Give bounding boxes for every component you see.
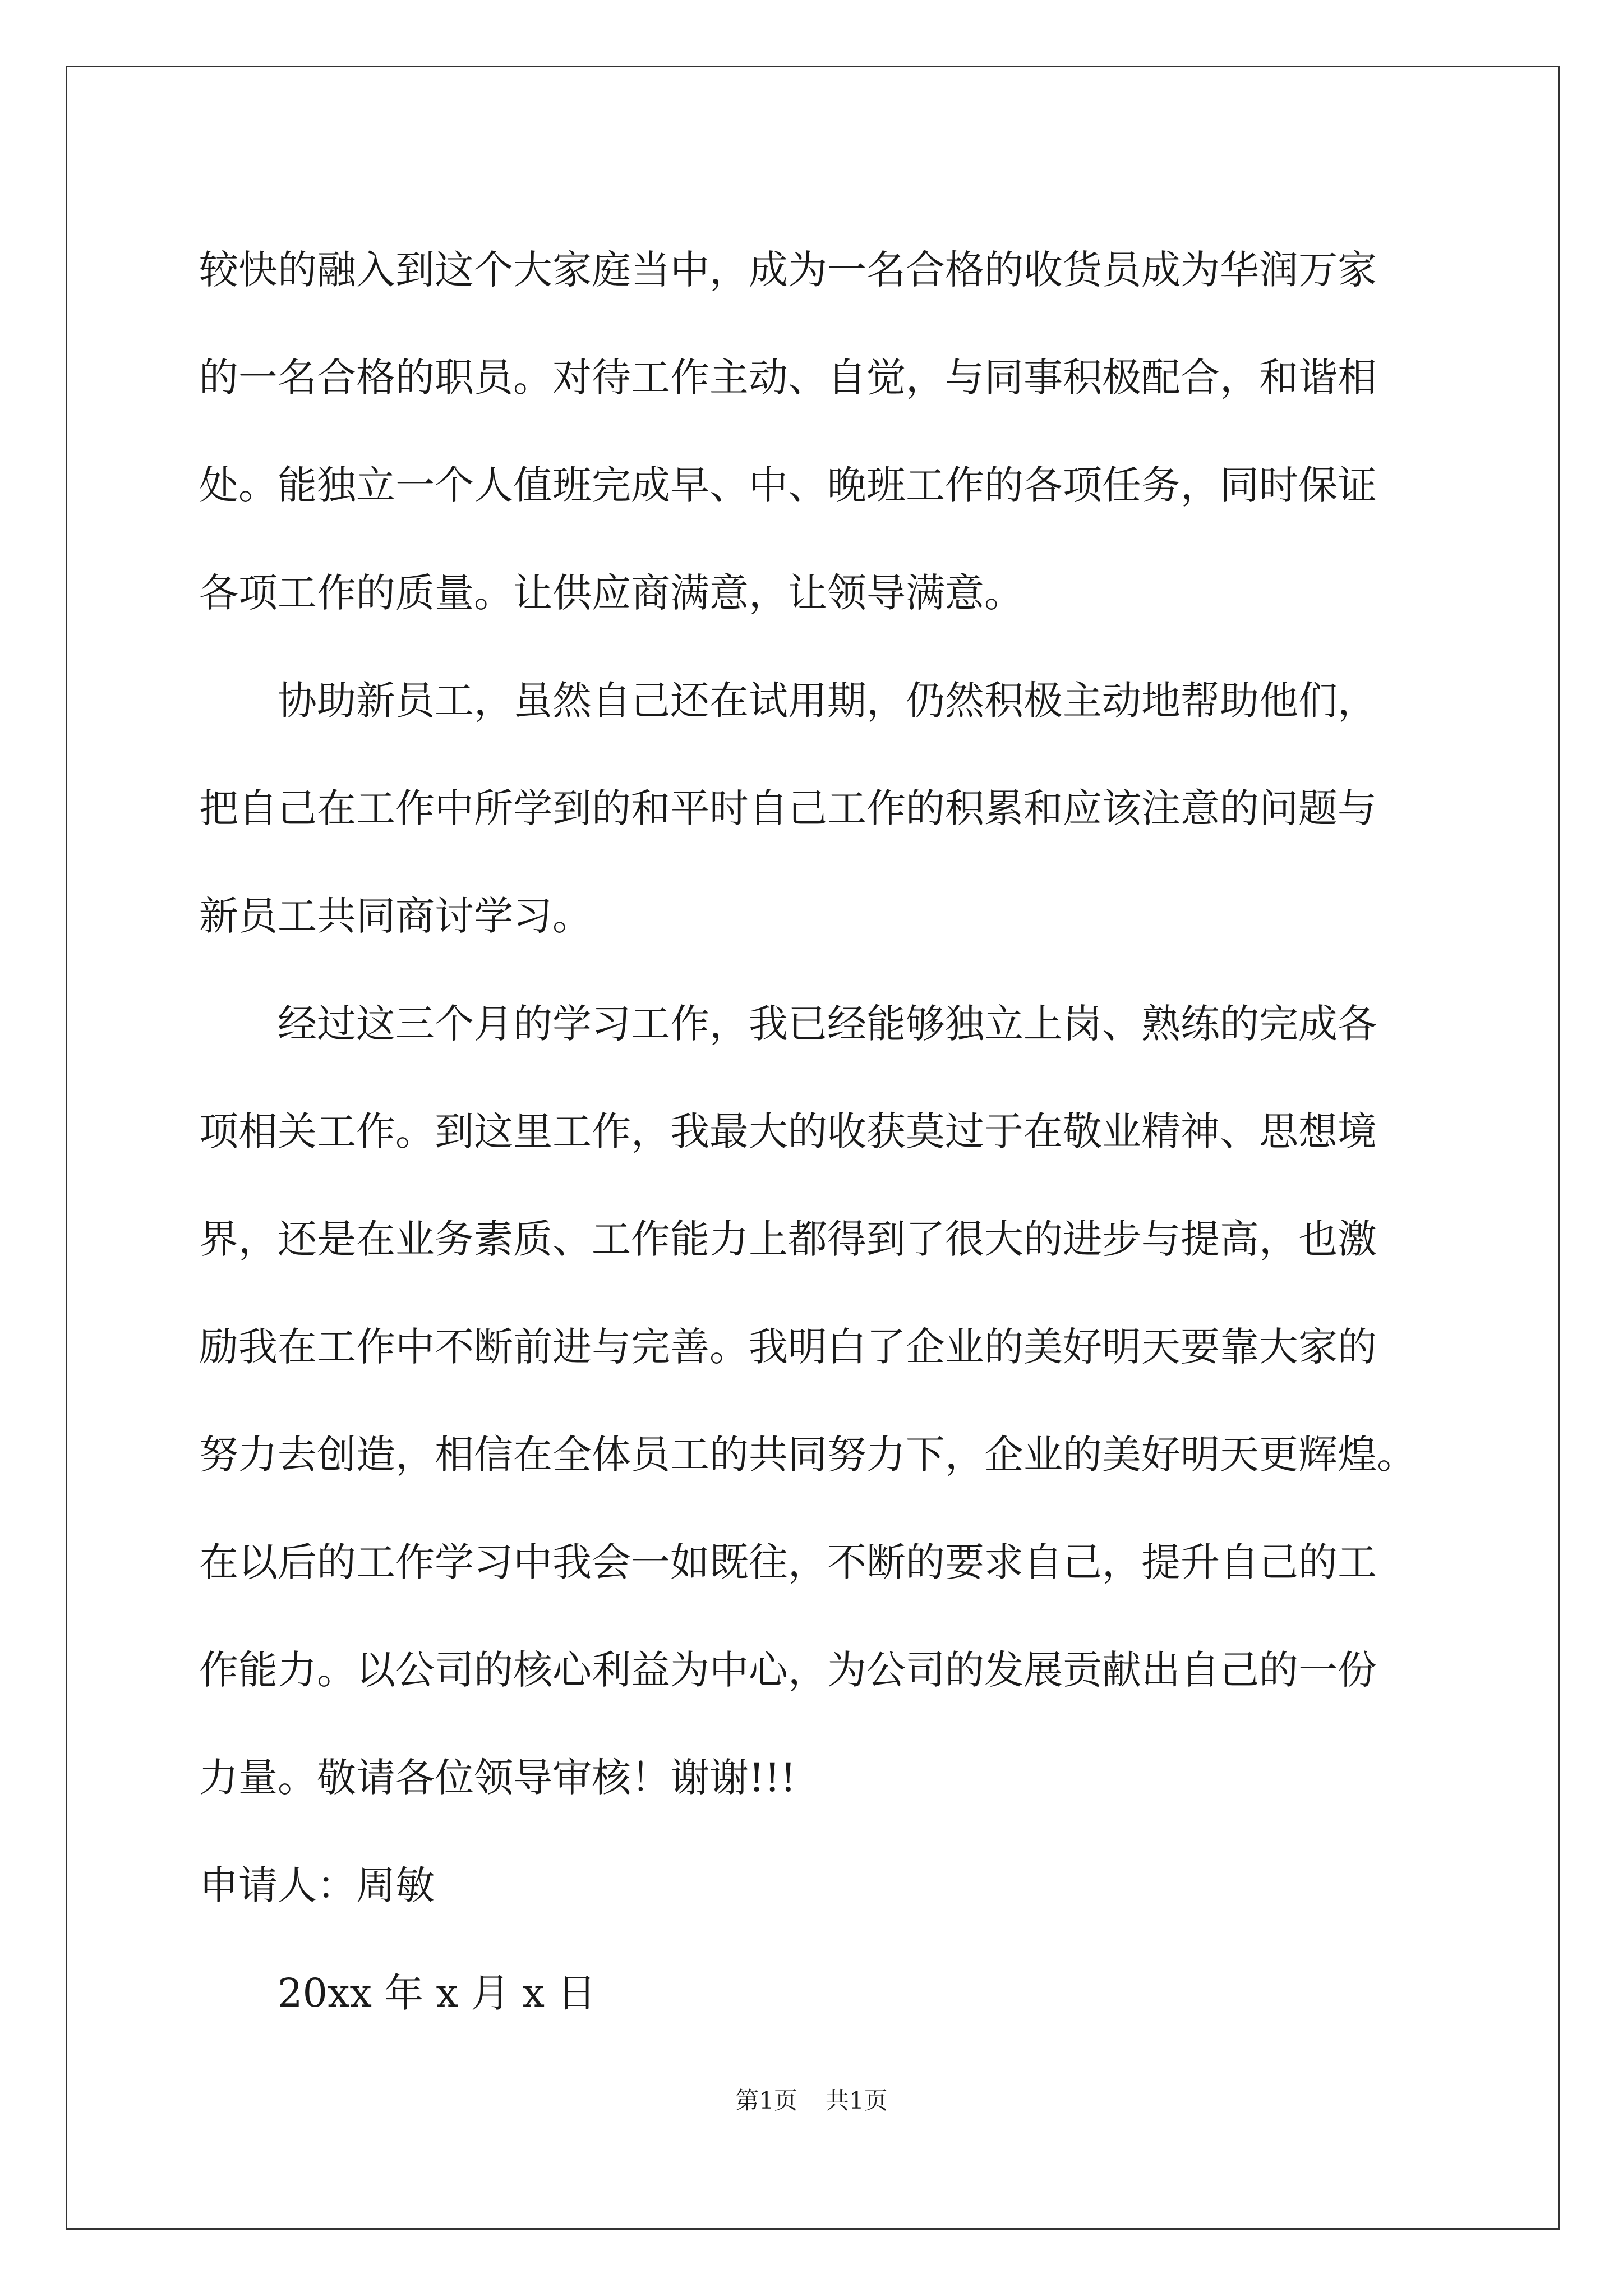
page-total: 共1页 [826, 2087, 888, 2114]
text-line: 协助新员工，虽然自己还在试用期，仍然积极主动地帮助他们， [278, 678, 1377, 724]
text-line: 在以后的工作学习中我会一如既往，不断的要求自己，提升自己的工 [199, 1539, 1377, 1585]
text-line: 作能力。以公司的核心利益为中心，为公司的发展贡献出自己的一份 [199, 1647, 1377, 1693]
text-line: 励我在工作中不断前进与完善。我明白了企业的美好明天要靠大家的 [199, 1324, 1377, 1370]
text-line: 力量。敬请各位领导审核！谢谢!!! [199, 1755, 796, 1801]
paragraph-3 [199, 970, 1433, 1832]
date-line: 20xx 年 x 月 x 日 [278, 1970, 597, 2016]
text-line: 经过这三个月的学习工作，我已经能够独立上岗、熟练的完成各 [278, 1001, 1377, 1047]
page-footer [0, 2082, 1623, 2116]
text-line: 各项工作的质量。让供应商满意，让领导满意。 [199, 570, 1023, 616]
paragraph-2 [199, 647, 1433, 970]
text-line: 新员工共同商讨学习。 [199, 893, 592, 939]
page-number: 第1页 [735, 2087, 797, 2114]
letter-body [199, 216, 1433, 2047]
text-line: 界，还是在业务素质、工作能力上都得到了很大的进步与提高，也激 [199, 1216, 1377, 1262]
text-line: 处。能独立一个人值班完成早、中、晚班工作的各项任务，同时保证 [199, 462, 1377, 508]
applicant-signature: 申请人：周敏 [199, 1862, 435, 1908]
text-line: 项相关工作。到这里工作，我最大的收获莫过于在敬业精神、思想境 [199, 1108, 1377, 1154]
text-line: 较快的融入到这个大家庭当中，成为一名合格的收货员成为华润万家 [199, 247, 1377, 293]
text-line: 努力去创造，相信在全体员工的共同努力下，企业的美好明天更辉煌。 [199, 1432, 1416, 1478]
text-line: 把自己在工作中所学到的和平时自己工作的积累和应该注意的问题与 [199, 785, 1377, 831]
text-line: 的一名合格的职员。对待工作主动、自觉，与同事积极配合，和谐相 [199, 355, 1377, 401]
paragraph-1 [199, 216, 1433, 647]
